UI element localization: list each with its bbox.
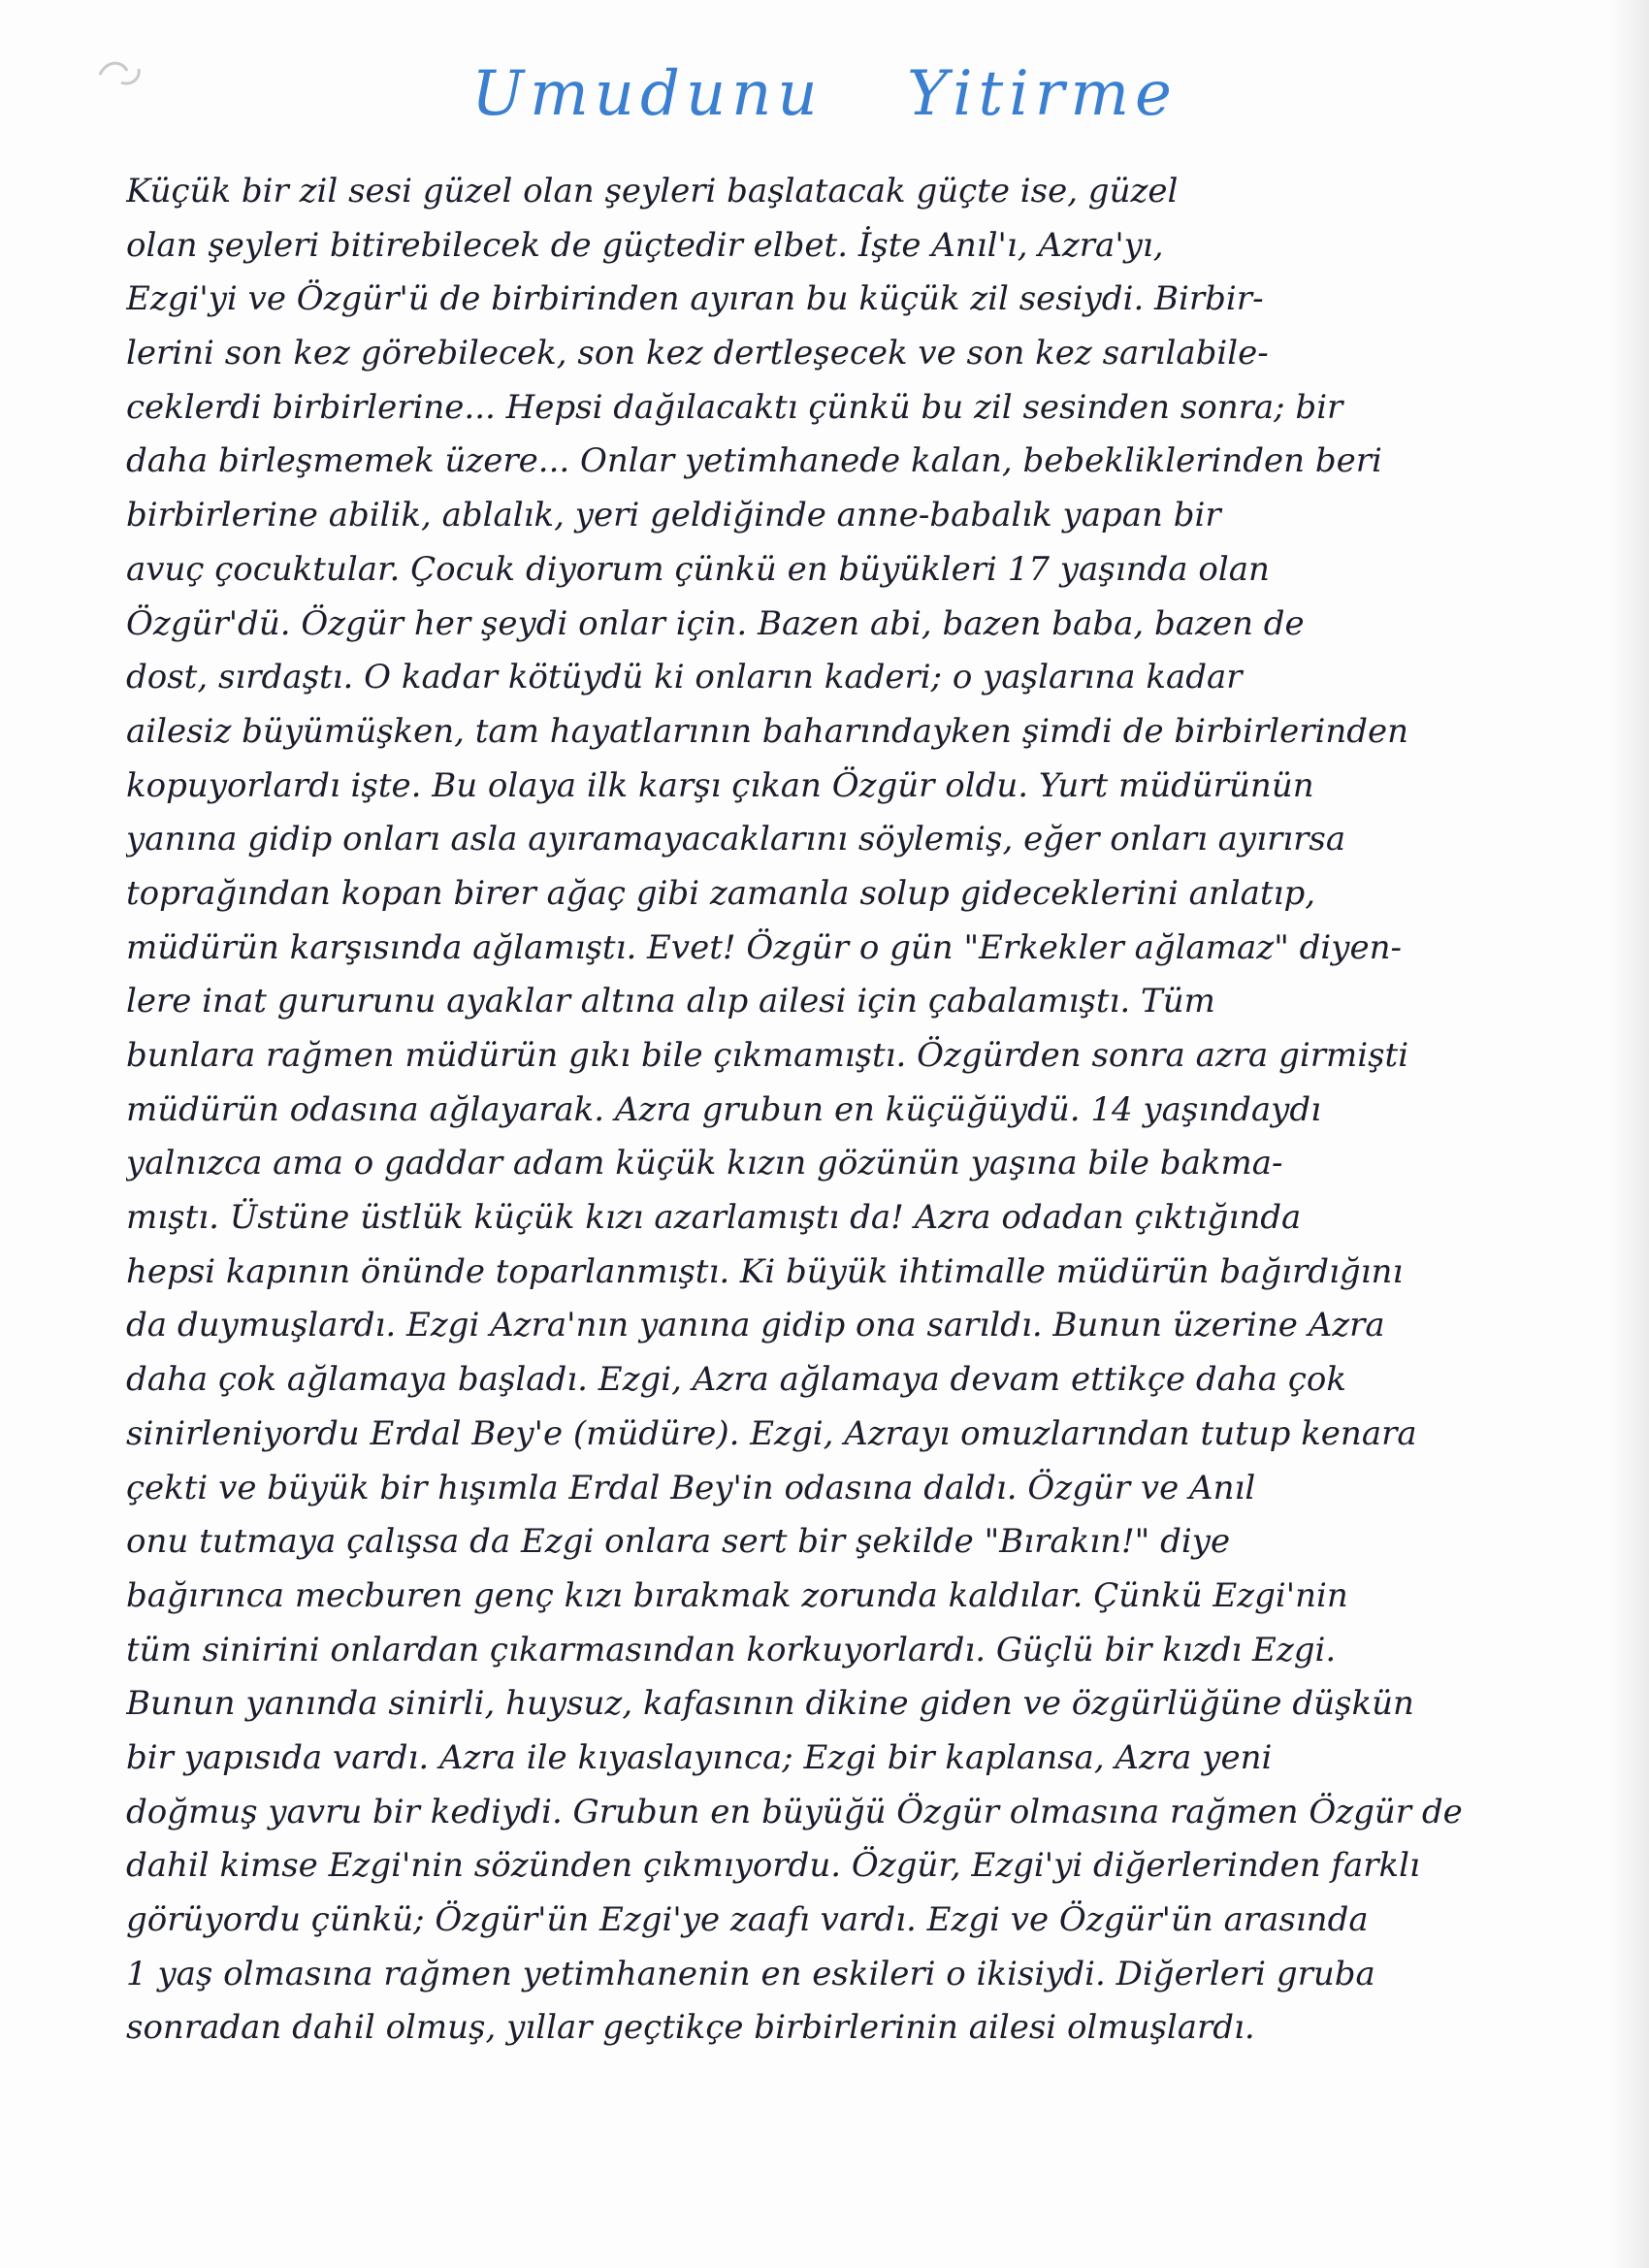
text-line: ailesiz büyümüşken, tam hayatlarının baharındayken şimdi de birbirlerinden bbox=[126, 711, 1408, 751]
text-line: bir yapısıda vardı. Azra ile kıyaslayınca; Ezgi bir kaplansa, Azra yeni bbox=[126, 1737, 1273, 1777]
text-line: tüm sinirini onlardan çıkarmasından korkuyorlardı. Güçlü bir kızdı Ezgi. bbox=[126, 1630, 1337, 1669]
text-line: mıştı. Üstüne üstlük küçük kızı azarlamıştı da! Azra odadan çıktığında bbox=[126, 1198, 1302, 1238]
text-line: daha birleşmemek üzere... Onlar yetimhanede kalan, bebekliklerinden beri bbox=[126, 441, 1382, 481]
text-line: hepsi kapının önünde toparlanmıştı. Ki büyük ihtimalle müdürün bağırdığını bbox=[126, 1251, 1404, 1291]
text-line: dost, sırdaştı. O kadar kötüydü ki onların kaderi; o yaşlarına kadar bbox=[126, 658, 1243, 697]
text-line: Özgür'dü. Özgür her şeydi onlar için. Bazen abi, bazen baba, bazen de bbox=[126, 603, 1305, 643]
text-line: bunlara rağmen müdürün gıkı bile çıkmamıştı. Özgürden sonra azra girmişti bbox=[126, 1036, 1409, 1075]
text-line: yanına gidip onları asla ayıramayacaklarını söylemiş, eğer onları ayırırsa bbox=[126, 820, 1346, 859]
text-line: onu tutmaya çalışsa da Ezgi onlara sert bir şekilde "Bırakın!" diye bbox=[126, 1522, 1231, 1562]
text-line: toprağından kopan birer ağaç gibi zamanla solup gideceklerini anlatıp, bbox=[126, 873, 1316, 913]
text-line: görüyordu çünkü; Özgür'ün Ezgi'ye zaafı vardı. Ezgi ve Özgür'ün arasında bbox=[126, 1900, 1369, 1939]
text-line: lere inat gururunu ayaklar altına alıp ailesi için çabalamıştı. Tüm bbox=[126, 982, 1215, 1021]
text-line: 1 yaş olmasına rağmen yetimhanenin en eskileri o ikisiydi. Diğerleri gruba bbox=[126, 1954, 1375, 1993]
text-line: avuç çocuktular. Çocuk diyorum çünkü en büyükleri 17 yaşında olan bbox=[126, 549, 1270, 589]
text-line: bağırınca mecburen genç kızı bırakmak zorunda kaldılar. Çünkü Ezgi'nin bbox=[126, 1575, 1348, 1615]
text-line: daha çok ağlamaya başladı. Ezgi, Azra ağlamaya devam ettikçe daha çok bbox=[126, 1360, 1346, 1400]
story-body bbox=[126, 165, 1533, 2056]
text-line: doğmuş yavru bir kediydi. Grubun en büyüğü Özgür olmasına rağmen Özgür de bbox=[126, 1792, 1463, 1831]
text-line: olan şeyleri bitirebilecek de güçtedir elbet. İşte Anıl'ı, Azra'yı, bbox=[126, 225, 1164, 265]
text-line: Ezgi'yi ve Özgür'ü de birbirinden ayıran bu küçük zil sesiydi. Birbir- bbox=[126, 279, 1264, 319]
text-line: ceklerdi birbirlerine... Hepsi dağılacaktı çünkü bu zil sesinden sonra; bir bbox=[126, 387, 1343, 427]
text-line: çekti ve büyük bir hışımla Erdal Bey'in odasına daldı. Özgür ve Anıl bbox=[126, 1468, 1256, 1507]
page-title: Umudunu Yitirme bbox=[471, 58, 1178, 130]
text-line: lerini son kez görebilecek, son kez dertleşecek ve son kez sarılabile- bbox=[126, 334, 1269, 373]
text-line: birbirlerine abilik, ablalık, yeri geldiğinde anne-babalık yapan bir bbox=[126, 496, 1221, 535]
text-line: Küçük bir zil sesi güzel olan şeyleri başlatacak güçte ise, güzel bbox=[126, 172, 1179, 211]
text-line: müdürün karşısında ağlamıştı. Evet! Özgür o gün "Erkekler ağlamaz" diyen- bbox=[126, 927, 1402, 967]
text-line: yalnızca ama o gaddar adam küçük kızın gözünün yaşına bile bakma- bbox=[126, 1144, 1283, 1183]
page-edge-shadow bbox=[1610, 0, 1649, 2268]
text-line: Bunun yanında sinirli, huysuz, kafasının dikine giden ve özgürlüğüne düşkün bbox=[126, 1684, 1414, 1724]
text-line: müdürün odasına ağlayarak. Azra grubun en küçüğüydü. 14 yaşındaydı bbox=[126, 1089, 1322, 1129]
text-line: kopuyorlardı işte. Bu olaya ilk karşı çıkan Özgür oldu. Yurt müdürünün bbox=[126, 765, 1314, 805]
text-line: da duymuşlardı. Ezgi Azra'nın yanına gidip ona sarıldı. Bunun üzerine Azra bbox=[126, 1306, 1385, 1345]
text-line: sinirleniyordu Erdal Bey'e (müdüre). Ezgi, Azrayı omuzlarından tutup kenara bbox=[126, 1413, 1417, 1453]
text-line: dahil kimse Ezgi'nin sözünden çıkmıyordu. Özgür, Ezgi'yi diğerlerinden farklı bbox=[126, 1846, 1420, 1886]
text-line: sonradan dahil olmuş, yıllar geçtikçe birbirlerinin ailesi olmuşlardı. bbox=[126, 2008, 1255, 2048]
